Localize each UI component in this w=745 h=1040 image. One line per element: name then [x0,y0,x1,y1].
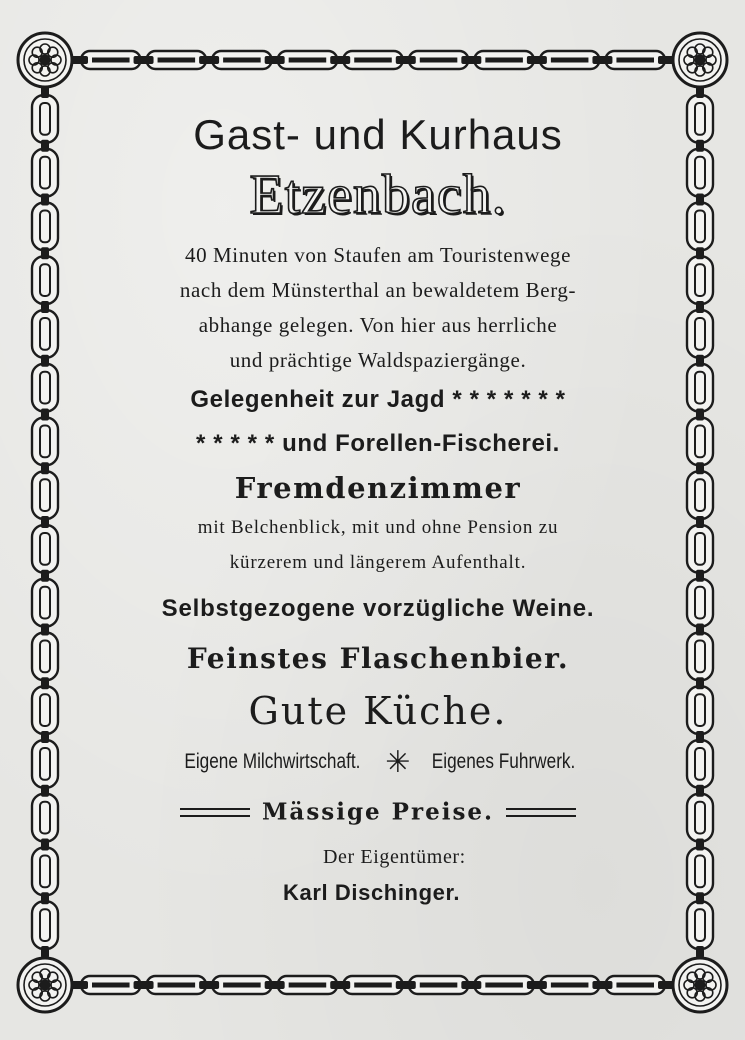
prices-line [78,789,678,835]
rooms-heading: Fremdenzimmer [234,471,522,505]
rosette-medallion-icon [18,958,72,1012]
double-rule-left [180,808,250,817]
owner-label: Der Eigentümer: [323,846,466,869]
title-line-1: Gast- und Kurhaus [193,111,563,158]
kitchen-line: Gute Küche. [248,689,508,733]
rosette-medallion-icon [673,958,727,1012]
intro-line: abhange gelegen. Von hier aus herrliche [198,313,558,337]
asterisk-icon: ✳ [385,746,411,779]
rooms-line: mit Belchenblick, mit und ohne Pension zu [197,517,559,538]
rosette-medallion-icon [673,33,727,87]
chain-row [68,976,678,994]
prices-text: Mässige Preise. [261,798,495,826]
wine-line: Selbstgezogene vorzügliche Weine. [161,595,595,622]
dairy-text: Eigene Milchwirtschaft. [183,750,360,773]
chain-column [32,86,58,958]
rosette-medallion-icon [18,33,72,87]
advertisement-text [78,100,678,911]
rooms-line: kürzerem und längerem Aufenthalt. [229,552,527,573]
fishing-line: * * * * * und Forellen-Fischerei. [196,430,560,457]
hunting-line: Gelegenheit zur Jagd * * * * * * * [190,386,566,413]
intro-line: nach dem Münsterthal an bewaldetem Berg- [179,278,577,302]
chain-row [68,51,678,69]
intro-line: und prächtige Waldspaziergänge. [229,348,527,372]
dairy-carriage-line [78,740,678,785]
title-line-2: Etzenbach. [249,164,507,226]
chain-column [687,86,713,958]
owner-name: Karl Dischinger. [283,880,461,906]
carriage-text: Eigenes Fuhrwerk. [432,750,576,773]
beer-line: Feinstes Flaschenbier. [186,642,570,675]
intro-line: 40 Minuten von Staufen am Touristenwege [184,243,572,267]
double-rule-right [506,808,576,817]
